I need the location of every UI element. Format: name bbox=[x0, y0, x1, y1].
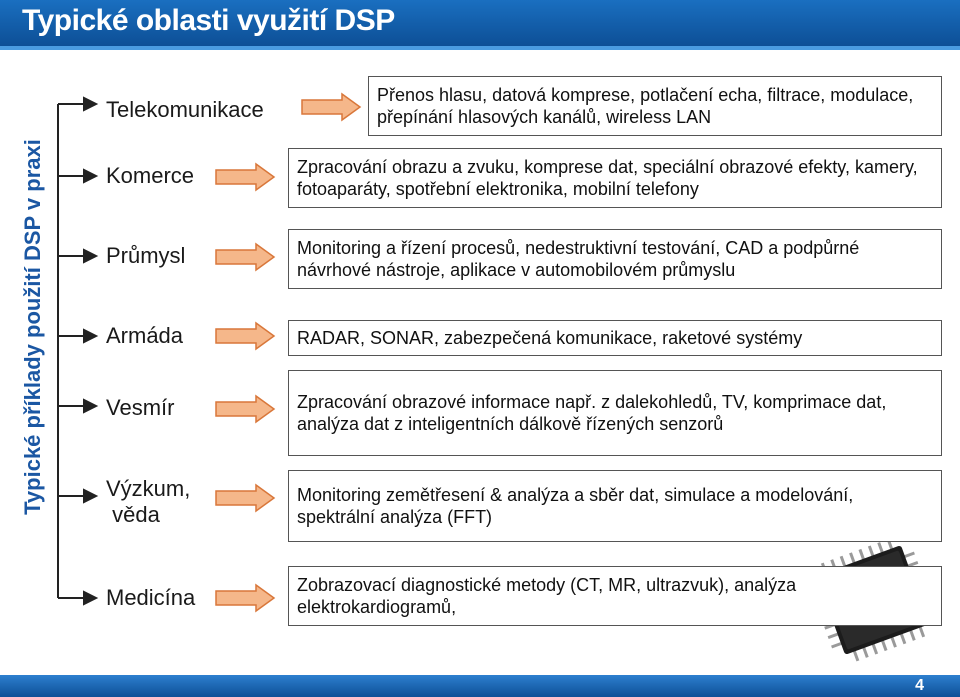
description-medicina: Zobrazovací diagnostické metody (CT, MR, ultrazvuk), analýza elektrokardiogramů, bbox=[297, 575, 797, 617]
block-arrow-6 bbox=[214, 483, 278, 513]
block-arrow-1 bbox=[300, 92, 364, 122]
description-prumysl: Monitoring a řízení procesů, nedestruktivní testování, CAD a podpůrné návrhové nástroje, aplikace v automobilovém průmyslu bbox=[297, 238, 860, 280]
description-box-prumysl bbox=[288, 229, 942, 289]
description-vyzkum-veda: Monitoring zemětřesení & analýza a sběr dat, simulace a modelování, spektrální analýza (FFT) bbox=[297, 485, 854, 527]
description-telekomunikace: Přenos hlasu, datová komprese, potlačení echa, filtrace, modulace, přepínání hlasových kanálů, wireless LAN bbox=[377, 85, 914, 127]
description-komerce: Zpracování obrazu a zvuku, komprese dat, speciální obrazové efekty, kamery, fotoaparáty, spotřební elektronika, mobilní telefony bbox=[297, 157, 918, 199]
description-box-telekomunikace bbox=[368, 76, 942, 136]
page-title: Typické oblasti využití DSP bbox=[22, 4, 395, 37]
tree-branches bbox=[58, 98, 96, 604]
block-arrow-4 bbox=[214, 321, 278, 351]
description-box-vyzkum-veda bbox=[288, 470, 942, 542]
category-vyzkum-veda: Výzkum, věda bbox=[106, 476, 191, 527]
description-armada: RADAR, SONAR, zabezpečená komunikace, raketové systémy bbox=[297, 328, 803, 348]
category-komerce: Komerce bbox=[106, 163, 195, 188]
block-arrow-5 bbox=[214, 394, 278, 424]
category-prumysl: Průmysl bbox=[106, 243, 186, 268]
side-label: Typické příklady použití DSP v praxi bbox=[20, 139, 45, 515]
category-armada: Armáda bbox=[106, 323, 184, 348]
block-arrow-3 bbox=[214, 242, 278, 272]
block-arrow-7 bbox=[214, 583, 278, 613]
page-number: 4 bbox=[915, 677, 924, 694]
description-vesmir: Zpracování obrazové informace např. z dalekohledů, TV, komprimace dat, analýza dat z inteligentních dálkově řízených senzorů bbox=[297, 392, 887, 434]
description-box-vesmir bbox=[288, 370, 942, 456]
block-arrow-2 bbox=[214, 162, 278, 192]
category-vesmir: Vesmír bbox=[106, 395, 175, 420]
description-box-medicina bbox=[288, 566, 942, 626]
category-medicina: Medicína bbox=[106, 585, 196, 610]
category-telekomunikace: Telekomunikace bbox=[106, 97, 264, 122]
description-box-armada bbox=[288, 320, 942, 356]
footer-bar bbox=[0, 675, 960, 697]
description-box-komerce bbox=[288, 148, 942, 208]
